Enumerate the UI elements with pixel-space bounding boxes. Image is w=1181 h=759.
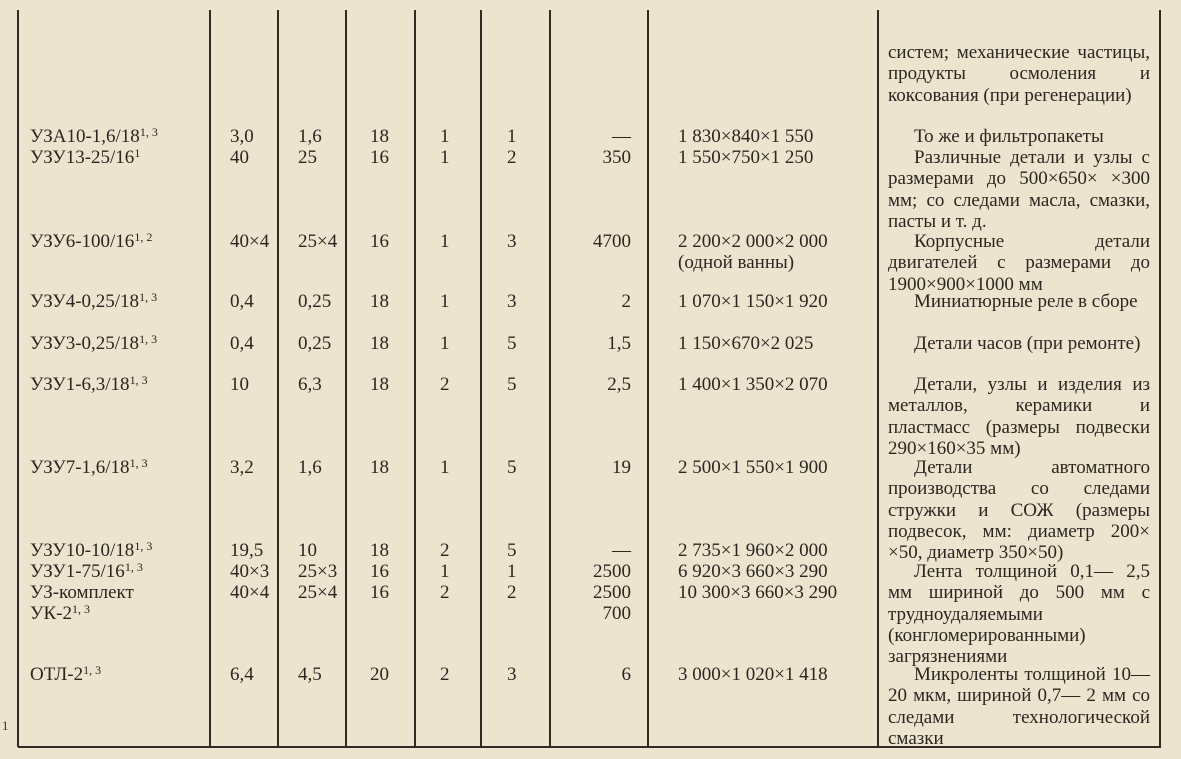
cell-output: 0,25 — [298, 291, 332, 312]
cell-power: 6,4 — [230, 664, 254, 685]
cell-dimensions: 10 300×3 660×3 290 — [678, 582, 838, 603]
column-rule — [414, 10, 416, 747]
column-rule — [17, 10, 19, 747]
cell-dimensions: 2 500×1 550×1 900 — [678, 457, 828, 478]
cell-power: 0,4 — [230, 291, 254, 312]
cell-output: 25×3 — [298, 561, 338, 582]
cell-volume: 19 — [612, 457, 631, 478]
footnote-ref: 1 — [134, 146, 141, 160]
device-name: УЗУ1-6,3/18 — [30, 374, 130, 395]
cell-frequency: 18 — [370, 333, 389, 354]
cell-output: 1,6 — [298, 457, 322, 478]
cell-output: 25×4 — [298, 231, 338, 252]
cell-count-a: 1 — [440, 231, 450, 252]
cell-count-a: 1 — [440, 333, 450, 354]
cell-output: 10 — [298, 540, 317, 561]
cell-count-b: 2 — [507, 582, 517, 603]
cell-output: 25×4 — [298, 582, 338, 603]
cell-dimensions: 1 550×750×1 250 — [678, 147, 814, 168]
device-name: УЗА10-1,6/18 — [30, 126, 140, 147]
cell-count-b: 5 — [507, 374, 517, 395]
description-continuation: систем; механические частицы, продукты осмоления и коксования (при регенерации) — [888, 42, 1150, 106]
cell-volume: 2,5 — [607, 374, 631, 395]
cell-volume: 2500 — [593, 582, 631, 603]
column-rule — [480, 10, 482, 747]
cell-count-a: 1 — [440, 291, 450, 312]
footnote-ref: 1, 3 — [139, 290, 158, 304]
cell-power: 40 — [230, 147, 249, 168]
column-rule — [877, 10, 879, 747]
cell-description: То же и фильтропакеты — [914, 126, 1104, 147]
device-name: УЗУ1-75/16 — [30, 561, 125, 582]
cell-volume: — — [612, 126, 631, 147]
cell-volume: 2500 — [593, 561, 631, 582]
device-name: ОТЛ-2 — [30, 664, 84, 685]
device-name: УЗУ6-100/16 — [30, 231, 135, 252]
cell-count-b: 1 — [507, 126, 517, 147]
cell-power: 40×4 — [230, 582, 270, 603]
cell-count-b: 5 — [507, 540, 517, 561]
footnote-ref: 1, 3 — [83, 663, 102, 677]
cell-frequency: 18 — [370, 374, 389, 395]
cell-count-b: 3 — [507, 231, 517, 252]
cell-frequency: 20 — [370, 664, 389, 685]
cell-dimensions: 3 000×1 020×1 418 — [678, 664, 828, 685]
page-edge-mark: 1 — [2, 718, 9, 733]
column-rule — [345, 10, 347, 747]
footnote-ref: 1, 3 — [139, 125, 158, 139]
cell-volume: — — [612, 540, 631, 561]
device-name: УЗУ13-25/16 — [30, 147, 135, 168]
footnote-ref: 1, 3 — [129, 456, 148, 470]
cell-count-a: 2 — [440, 582, 450, 603]
column-rule — [647, 10, 649, 747]
cell-count-a: 2 — [440, 374, 450, 395]
cell-frequency: 16 — [370, 561, 389, 582]
cell-count-a: 1 — [440, 147, 450, 168]
cell-power: 40×3 — [230, 561, 270, 582]
cell-power: 10 — [230, 374, 249, 395]
cell-count-b: 5 — [507, 333, 517, 354]
column-rule — [209, 10, 211, 747]
device-name: УЗУ7-1,6/18 — [30, 457, 130, 478]
device-name: УЗУ3-0,25/18 — [30, 333, 140, 354]
cell-volume: 2 — [621, 291, 631, 312]
cell-count-a: 2 — [440, 664, 450, 685]
cell-power: 40×4 — [230, 231, 270, 252]
cell-frequency: 18 — [370, 457, 389, 478]
cell-output: 25 — [298, 147, 317, 168]
cell-count-a: 1 — [440, 126, 450, 147]
column-rule — [277, 10, 279, 747]
cell-description: Лента толщиной 0,1— 2,5 мм шириной до 500 мм с трудноудаляемыми (конгломерированными) загрязнениями — [888, 561, 1150, 668]
cell-dimensions: 1 070×1 150×1 920 — [678, 291, 828, 312]
cell-frequency: 16 — [370, 147, 389, 168]
cell-dimensions: 2 200×2 000×2 000 — [678, 231, 828, 252]
footnote-ref: 1, 3 — [139, 332, 158, 346]
cell-volume: 6 — [621, 664, 631, 685]
cell-count-a: 1 — [440, 457, 450, 478]
footnote-ref: 1, 2 — [134, 230, 153, 244]
device-name: УЗ-комплект — [30, 582, 134, 603]
cell-volume: 700 — [602, 603, 631, 624]
column-rule — [1159, 10, 1161, 747]
cell-power: 3,2 — [230, 457, 254, 478]
cell-count-b: 3 — [507, 291, 517, 312]
device-name: УЗУ4-0,25/18 — [30, 291, 140, 312]
cell-output: 1,6 — [298, 126, 322, 147]
device-name: УЗУ10-10/18 — [30, 540, 135, 561]
cell-count-b: 3 — [507, 664, 517, 685]
cell-power: 0,4 — [230, 333, 254, 354]
cell-volume: 1,5 — [607, 333, 631, 354]
footnote-ref: 1, 3 — [134, 539, 153, 553]
cell-count-b: 5 — [507, 457, 517, 478]
cell-count-a: 1 — [440, 561, 450, 582]
cell-dimensions: 1 830×840×1 550 — [678, 126, 814, 147]
cell-volume: 4700 — [593, 231, 631, 252]
cell-dimensions: 6 920×3 660×3 290 — [678, 561, 828, 582]
footnote-ref: 1, 3 — [129, 373, 148, 387]
cell-description: Корпусные детали двигателей с размерами до 1900×900×1000 мм — [888, 231, 1150, 295]
cell-description: Миниатюрные реле в сборе — [914, 291, 1138, 312]
cell-dimensions: 2 735×1 960×2 000 — [678, 540, 828, 561]
column-rule — [549, 10, 551, 747]
footnote-ref: 1, 3 — [124, 560, 143, 574]
cell-description: Микроленты толщиной 10—20 мкм, шириной 0,7— 2 мм со следами технологической смазки — [888, 664, 1150, 749]
cell-count-b: 1 — [507, 561, 517, 582]
cell-description: Различные детали и узлы с размерами до 500×650× ×300 мм; со следами масла, смазки, пасты и т. д. — [888, 147, 1150, 232]
cell-dimensions: 1 150×670×2 025 — [678, 333, 814, 354]
cell-description: Детали автоматного производства со следами стружки и СОЖ (размеры подвесок, мм: диаметр 200× ×50, диаметр 350×50) — [888, 457, 1150, 564]
cell-count-b: 2 — [507, 147, 517, 168]
cell-frequency: 16 — [370, 582, 389, 603]
device-name: УК-2 — [30, 603, 72, 624]
cell-output: 4,5 — [298, 664, 322, 685]
cell-power: 19,5 — [230, 540, 264, 561]
cell-output: 0,25 — [298, 333, 332, 354]
cell-dimensions-note: (одной ванны) — [678, 252, 795, 273]
cell-description: Детали, узлы и изделия из металлов, керамики и пластмасс (размеры подвески 290×160×35 мм) — [888, 374, 1150, 459]
cell-frequency: 18 — [370, 540, 389, 561]
cell-power: 3,0 — [230, 126, 254, 147]
cell-frequency: 18 — [370, 291, 389, 312]
cell-frequency: 16 — [370, 231, 389, 252]
cell-description: Детали часов (при ремонте) — [914, 333, 1141, 354]
footnote-ref: 1, 3 — [71, 602, 90, 616]
cell-frequency: 18 — [370, 126, 389, 147]
cell-dimensions: 1 400×1 350×2 070 — [678, 374, 828, 395]
cell-count-a: 2 — [440, 540, 450, 561]
cell-output: 6,3 — [298, 374, 322, 395]
cell-volume: 350 — [602, 147, 631, 168]
